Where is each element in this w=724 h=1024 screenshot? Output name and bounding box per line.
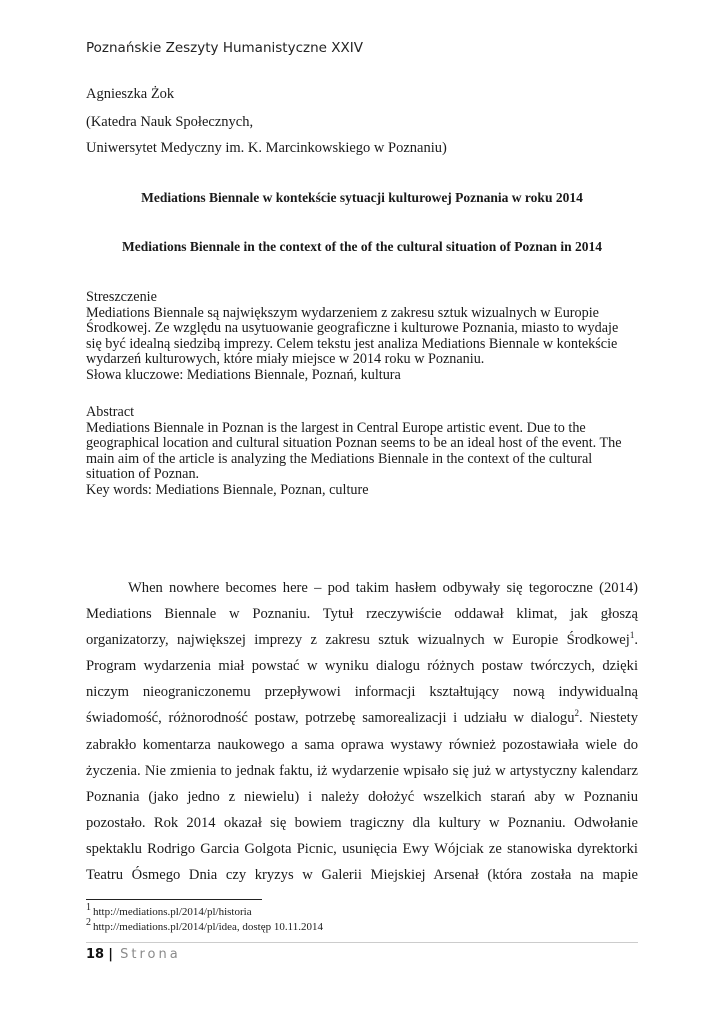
footnote-2 — [86, 917, 323, 933]
body-line-text: świadomość, różnorodność postaw, potrzebę samorealizacji i udziału w dialogu — [86, 710, 575, 727]
author-name: Agnieszka Żok — [86, 86, 175, 102]
body-line: When nowhere becomes here – pod takim hasłem odbywały się tegoroczne (2014) — [128, 580, 638, 596]
abstract-line: situation of Poznan. — [86, 466, 200, 483]
body-line: Program wydarzenia miał powstać w wyniku dialogu różnych postaw twórczych, dzięki — [86, 658, 638, 675]
body-line: Poznania (jako jedno z niewielu) i należy dołożyć wszelkich starań aby w Poznaniu — [86, 788, 638, 805]
abstract-line: main aim of the article is analyzing the Mediations Biennale in the context of the cultural — [86, 450, 593, 467]
footer-divider — [86, 942, 638, 943]
keywords-line: Key words: Mediations Biennale, Poznan, culture — [86, 481, 369, 498]
page-number: 18 — [86, 947, 105, 962]
abstract-line: Środkowej. Ze względu na usytuowanie geograficzne i kulturowe Poznania, miasto to wydaje — [86, 320, 619, 337]
body-line: pozostało. Rok 2014 okazał się bowiem tragiczny dla kultury w Poznaniu. Odwołanie — [86, 814, 638, 831]
keywords-line: Słowa kluczowe: Mediations Biennale, Poznań, kultura — [86, 366, 401, 383]
abstract-heading: Streszczenie — [86, 289, 157, 305]
abstract-line: Mediations Biennale in Poznan is the largest in Central Europe artistic event. Due to the — [86, 419, 586, 436]
footnote-1 — [86, 902, 252, 918]
abstract-heading: Abstract — [86, 404, 135, 420]
body-line — [86, 705, 638, 731]
body-line: zabrakło komentarza naukowego a sama oprawa wystawy również pozostawiała wiele do — [86, 736, 638, 753]
abstract-polish — [86, 290, 646, 384]
body-paragraph — [86, 575, 638, 888]
footnote-ref-1[interactable]: 1 — [629, 630, 635, 641]
body-line — [86, 627, 638, 653]
footnote-separator — [86, 899, 262, 900]
body-line-text: organizatorzy, największej imprezy z zakresu sztuk wizualnych w Europie Środkowej — [86, 632, 630, 649]
body-line: spektaklu Rodrigo Garcia Golgota Picnic, usunięcia Ewy Wójciak ze stanowiska dyrektorki — [86, 840, 638, 857]
body-line: Mediations Biennale w Poznaniu. Tytuł rzeczywiście oddawał klimat, jak głoszą — [86, 606, 638, 623]
abstract-line: Mediations Biennale są największym wydarzeniem z zakresu sztuk wizualnych w Europie — [86, 304, 599, 321]
author-affiliation-department: (Katedra Nauk Społecznych, — [86, 114, 254, 130]
body-line-text-end: . Niestety — [579, 710, 638, 727]
abstract-line: geographical location and cultural situation Poznan seems to be an ideal host of the event. The — [86, 435, 622, 452]
body-line: niczym nieograniczonemu przepływowi informacji kształtujący nową indywidualną — [86, 684, 638, 701]
body-line-text-end: . — [634, 632, 638, 649]
author-affiliation-university: Uniwersytet Medyczny im. K. Marcinkowskiego w Poznaniu) — [86, 140, 447, 156]
page-label: Strona — [120, 947, 181, 962]
body-line: życzenia. Nie zmienia to jednak faktu, iż wydarzenie wpisało się już w artystyczny kalendarz — [86, 762, 638, 779]
page-footer — [86, 947, 181, 962]
title-english: Mediations Biennale in the context of the of the cultural situation of Poznan in 2014 — [122, 239, 602, 254]
abstract-english — [86, 405, 646, 499]
journal-header: Poznańskie Zeszyty Humanistyczne XXIV — [86, 40, 363, 56]
footnote-mark: 2 — [86, 917, 91, 929]
footer-separator: | — [108, 947, 113, 962]
footnote-link[interactable]: http://mediations.pl/2014/pl/idea, dostęp 10.11.2014 — [93, 921, 323, 933]
body-line: Teatru Ósmego Dnia czy kryzys w Galerii Miejskiej Arsenał (która została na mapie — [86, 867, 638, 884]
title-polish: Mediations Biennale w kontekście sytuacji kulturowej Poznania w roku 2014 — [141, 190, 583, 205]
footnote-link[interactable]: http://mediations.pl/2014/pl/historia — [93, 906, 252, 918]
abstract-line: się być idealną siedzibą imprezy. Celem tekstu jest analiza Mediations Biennale w kontekście — [86, 335, 618, 352]
footnote-ref-2[interactable]: 2 — [574, 708, 580, 719]
abstract-line: wydarzeń kulturowych, które miały miejsce w 2014 roku w Poznaniu. — [86, 351, 485, 368]
footnote-mark: 1 — [86, 902, 91, 914]
